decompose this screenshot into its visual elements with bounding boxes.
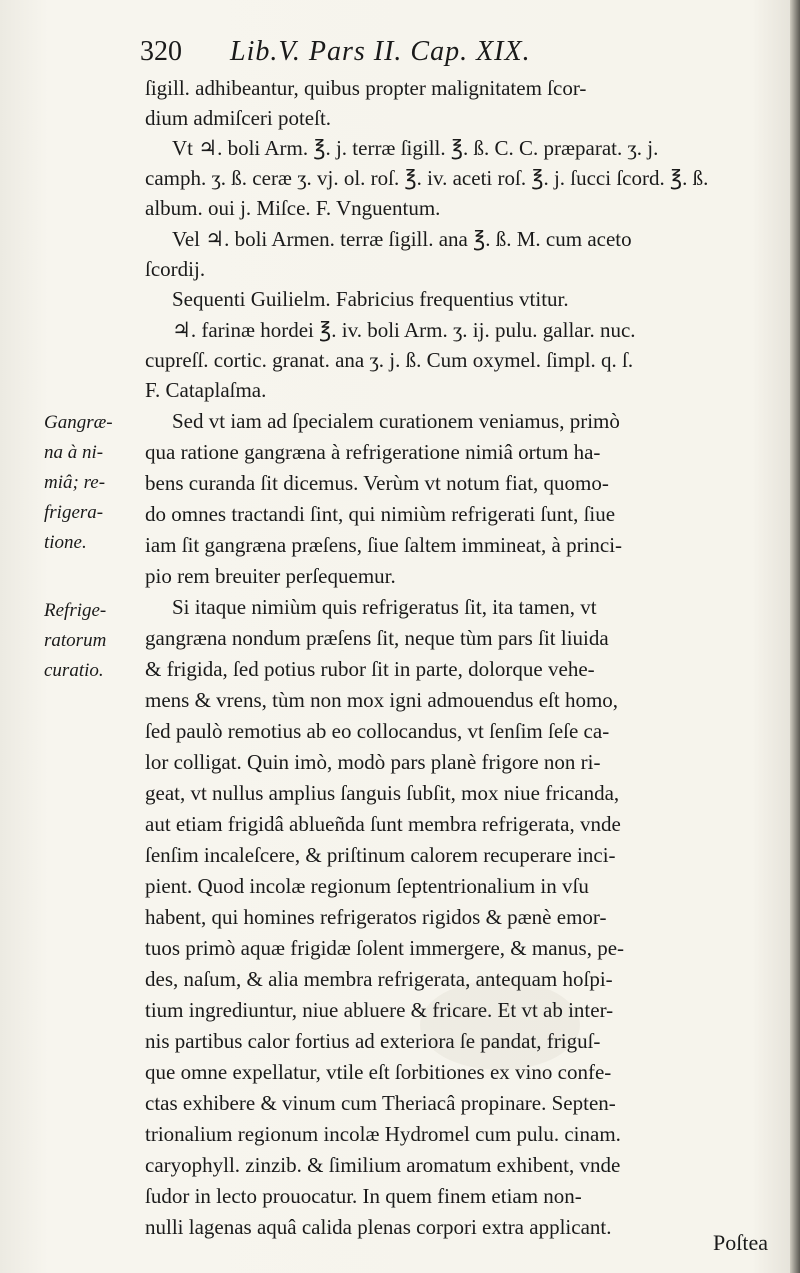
text-line: trionalium regionum incolæ Hydromel cum pulu. cinam.: [145, 1122, 621, 1146]
page-edge-shadow: [790, 0, 800, 1273]
text-line: Vt ♃. boli Arm. ℥. j. terræ ſigill. ℥. ß. C. C. præparat. ʒ. j.: [172, 136, 659, 160]
text-line: ctas exhibere & vinum cum Theriacâ propinare. Septen-: [145, 1091, 616, 1115]
text-line: qua ratione gangræna à refrigeratione nimiâ ortum ha-: [145, 440, 601, 464]
text-line: ſed paulò remotius ab eo collocandus, vt ſenſim ſeſe ca-: [145, 719, 610, 743]
text-line: ſenſim incaleſcere, & priſtinum calorem recuperare inci-: [145, 843, 616, 867]
text-line: Si itaque nimiùm quis refrigeratus ſit, ita tamen, vt: [172, 595, 597, 619]
text-line: dium admiſceri poteſt.: [145, 106, 332, 130]
text-line: ſudor in lecto prouocatur. In quem finem etiam non-: [145, 1184, 582, 1208]
margin-note-line: frigera-: [44, 502, 104, 523]
text-line: album. oui j. Miſce. F. Vnguentum.: [145, 196, 441, 220]
text-line: nulli lagenas aquâ calida plenas corpori extra applicant.: [145, 1215, 612, 1239]
margin-note-line: Refrige-: [44, 600, 107, 621]
text-line: camph. ʒ. ß. ceræ ʒ. vj. ol. roſ. ℥. iv. aceti roſ. ℥. j. ſucci ſcord. ℥. ß.: [145, 166, 709, 190]
text-line: gangræna nondum præſens ſit, neque tùm pars ſit liuida: [145, 626, 609, 650]
text-line: geat, vt nullus amplius ſanguis ſubſit, mox niue fricanda,: [145, 781, 620, 805]
text-line: Sequenti Guilielm. Fabricius frequentius vtitur.: [172, 287, 569, 311]
text-line: Sed vt iam ad ſpecialem curationem veniamus, primò: [172, 409, 620, 433]
margin-note-line: Gangræ-: [44, 412, 113, 433]
page-number: 320: [140, 36, 182, 67]
text-line: bens curanda ſit dicemus. Verùm vt notum fiat, quomo-: [145, 471, 609, 495]
margin-note-line: na à ni-: [44, 442, 104, 463]
text-line: caryophyll. zinzib. & ſimilium aromatum exhibent, vnde: [145, 1153, 621, 1177]
text-line: Vel ♃. boli Armen. terræ ſigill. ana ℥. ß. M. cum aceto: [172, 227, 632, 251]
running-title: Lib.V. Pars II. Cap. XIX.: [230, 36, 531, 67]
text-line: F. Cataplaſma.: [145, 378, 267, 402]
text-line: do omnes tractandi ſint, qui nimiùm refrigerati ſunt, ſiue: [145, 502, 616, 526]
text-line: tium ingrediuntur, niue abluere & fricare. Et vt ab inter-: [145, 998, 614, 1022]
text-line: nis partibus calor fortius ad exteriora ſe pandat, friguſ-: [145, 1029, 601, 1053]
running-header: [140, 36, 760, 76]
text-line: ♃. farinæ hordei ℥. iv. boli Arm. ʒ. ij. pulu. gallar. nuc.: [172, 318, 636, 342]
text-line: lor colligat. Quin imò, modò pars planè frigore non ri-: [145, 750, 601, 774]
catchword: Poſtea: [713, 1230, 768, 1255]
text-line: ſcordij.: [145, 257, 206, 281]
text-line: que omne expellatur, vtile eſt ſorbitiones ex vino confe-: [145, 1060, 612, 1084]
margin-note-line: curatio.: [44, 660, 104, 681]
text-line: tuos primò aquæ frigidæ ſolent immergere, & manus, pe-: [145, 936, 625, 960]
margin-note-gangraena: [44, 408, 144, 558]
text-line: pient. Quod incolæ regionum ſeptentrionalium in vſu: [145, 874, 589, 898]
text-line: ſigill. adhibeantur, quibus propter malignitatem ſcor-: [145, 76, 587, 100]
text-line: des, naſum, & alia membra refrigerata, antequam hoſpi-: [145, 967, 613, 991]
text-line: aut etiam frigidâ ablueñda ſunt membra refrigerata, vnde: [145, 812, 621, 836]
text-line: pio rem breuiter perſequemur.: [145, 564, 396, 588]
margin-note-line: miâ; re-: [44, 472, 106, 493]
margin-note-line: ratorum: [44, 630, 107, 651]
text-line: mens & vrens, tùm non mox igni admouendus eſt homo,: [145, 688, 619, 712]
margin-note-refrigeratorum: [44, 596, 144, 686]
text-line: cupreſſ. cortic. granat. ana ʒ. j. ß. Cum oxymel. ſimpl. q. ſ.: [145, 348, 634, 372]
paper-stain: [420, 980, 580, 1070]
text-line: habent, qui homines refrigeratos rigidos & pænè emor-: [145, 905, 607, 929]
text-line: iam ſit gangræna præſens, ſiue ſaltem immineat, à princi-: [145, 533, 623, 557]
text-line: & frigida, ſed potius rubor ſit in parte, dolorque vehe-: [145, 657, 595, 681]
margin-note-line: tione.: [44, 532, 87, 553]
